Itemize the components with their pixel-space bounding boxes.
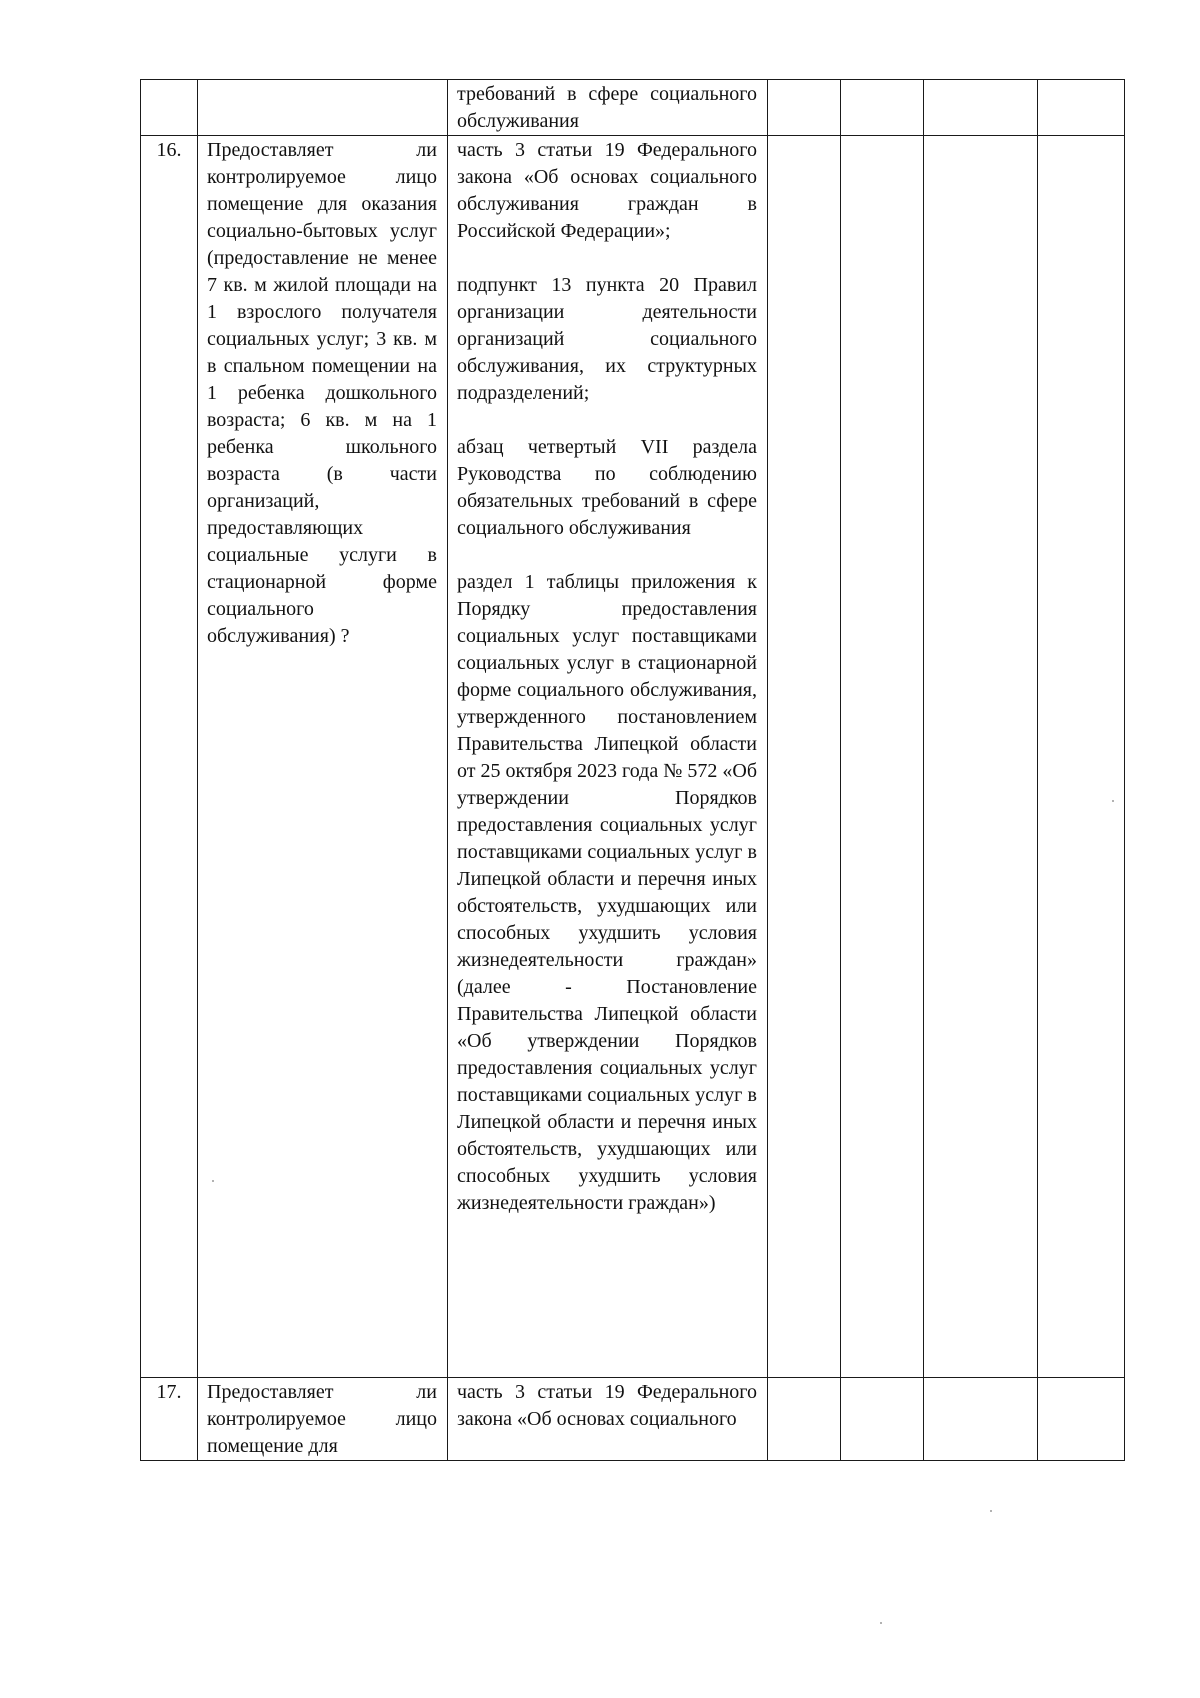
empty-answer-cell [841,80,924,136]
empty-answer-cell [924,1378,1038,1461]
row-number: 16. [156,139,182,161]
empty-answer-cell [1038,136,1125,1378]
requirements-cell [448,1378,768,1461]
question-cell [198,136,448,1378]
row-number-cell [141,136,198,1378]
row-number-cell [141,80,198,136]
table-row [141,136,1125,1378]
requirement-text: раздел 1 таблицы приложения к Порядку предоставления социальных услуг поставщиками социальных услуг в стационарной форме социального обслуживания, утвержденного постановлением Правительства Липецкой области от 25 октября 2023 года № 572 «Об утверждении Порядков предоставления социальных услуг поставщиками социальных услуг в Липецкой области и перечня иных обстоятельств, ухудшающих или способных ухудшить условия жизнедеятельности граждан» (далее - Постановление Правительства Липецкой области «Об утверждении Порядков предоставления социальных услуг поставщиками социальных услуг в Липецкой области и перечня иных обстоятельств, ухудшающих или способных ухудшить условия жизнедеятельности граждан») [457,571,757,1214]
row-number-cell [141,1378,198,1461]
question-text: Предоставляет ли контролируемое лицо помещение для [207,1381,437,1457]
empty-answer-cell [768,136,841,1378]
empty-answer-cell [1038,80,1125,136]
question-cell [198,1378,448,1461]
scan-speck [990,1510,992,1512]
table-row [141,80,1125,136]
scan-speck [880,1622,882,1624]
empty-answer-cell [924,80,1038,136]
requirement-text: требований в сфере социального обслуживания [457,83,757,132]
paragraph-gap [457,407,757,434]
scan-speck [1112,800,1114,802]
paragraph-gap [457,542,757,569]
empty-answer-cell [924,136,1038,1378]
question-cell [198,80,448,136]
table-row [141,1378,1125,1461]
empty-answer-cell [768,1378,841,1461]
empty-answer-cell [841,136,924,1378]
requirement-text: абзац четвертый VII раздела Руководства по соблюдению обязательных требований в сфере социального обслуживания [457,436,757,539]
requirements-cell [448,136,768,1378]
checklist-table [140,79,1125,1461]
requirement-text: подпункт 13 пункта 20 Правил организации деятельности организаций социального обслуживания, их структурных подразделений; [457,274,757,404]
requirement-text: часть 3 статьи 19 Федерального закона «Об основах социального [457,1381,757,1430]
requirements-cell [448,80,768,136]
row-number: 17. [156,1381,182,1403]
empty-answer-cell [841,1378,924,1461]
requirement-text: часть 3 статьи 19 Федерального закона «Об основах социального обслуживания граждан в Российской Федерации»; [457,139,757,242]
paragraph-gap [457,245,757,272]
empty-answer-cell [768,80,841,136]
question-text: Предоставляет ли контролируемое лицо помещение для оказания социально-бытовых услуг (предоставление не менее 7 кв. м жилой площади на 1 взрослого получателя социальных услуг; 3 кв. м в спальном помещении на 1 ребенка дошкольного возраста; 6 кв. м на 1 ребенка школьного возраста (в части организаций, предоставляющих социальные услуги в стационарной форме социального обслуживания) ? [207,139,437,647]
scan-speck [212,1180,214,1182]
empty-answer-cell [1038,1378,1125,1461]
